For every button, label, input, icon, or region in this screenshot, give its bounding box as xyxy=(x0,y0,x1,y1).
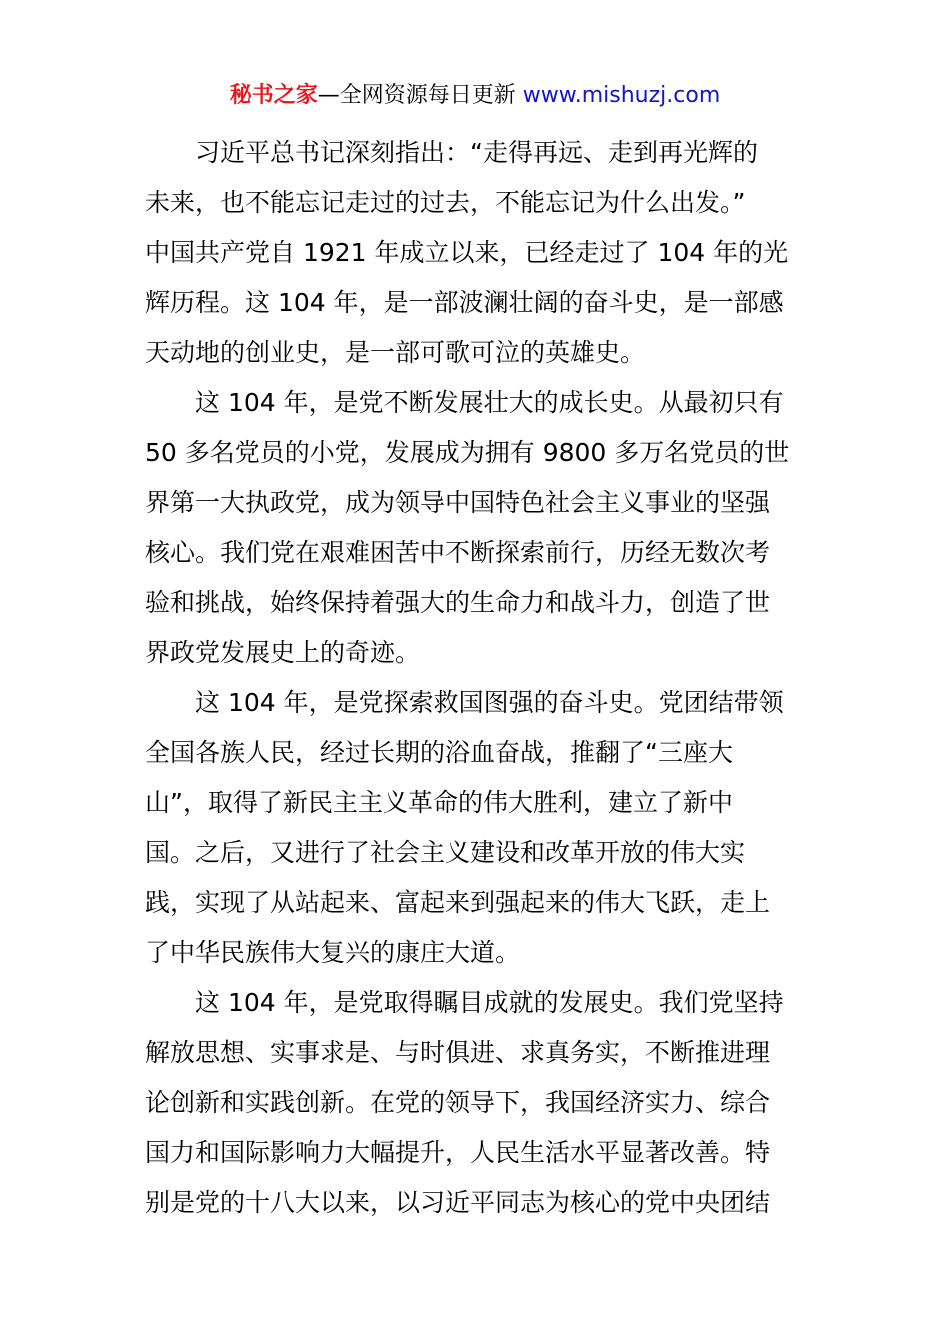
text-line: 国力和国际影响力大幅提升，人民生活水平显著改善。特 xyxy=(145,1138,771,1167)
text-line: 这 104 年，是党取得瞩目成就的发展史。我们党坚持 xyxy=(195,988,784,1017)
text-line: 界第一大执政党，成为领导中国特色社会主义事业的坚强 xyxy=(145,488,771,517)
text-line: 解放思想、实事求是、与时俱进、求真务实，不断推进理 xyxy=(145,1038,771,1067)
article-body xyxy=(145,128,813,1228)
text-line: 天动地的创业史，是一部可歌可泣的英雄史。 xyxy=(145,338,646,367)
text-line: 论创新和实践创新。在党的领导下，我国经济实力、综合 xyxy=(145,1088,771,1117)
text-line: 验和挑战，始终保持着强大的生命力和战斗力，创造了世 xyxy=(145,588,771,617)
text-line: 这 104 年，是党探索救国图强的奋斗史。党团结带领 xyxy=(195,688,784,717)
text-line: 核心。我们党在艰难困苦中不断探索前行，历经无数次考 xyxy=(145,538,771,567)
text-line: 中国共产党自 1921 年成立以来，已经走过了 104 年的光 xyxy=(145,238,789,267)
text-line: 50 多名党员的小党，发展成为拥有 9800 多万名党员的世 xyxy=(145,438,790,467)
text-line: 别是党的十八大以来，以习近平同志为核心的党中央团结 xyxy=(145,1188,771,1217)
brand-name: 秘书之家 xyxy=(229,83,318,108)
site-url-link[interactable]: www.mishuzj.com xyxy=(522,83,721,108)
text-line: 了中华民族伟大复兴的康庄大道。 xyxy=(145,938,521,967)
text-line: 未来，也不能忘记走过的过去，不能忘记为什么出发。” xyxy=(145,188,746,217)
text-line: 这 104 年，是党不断发展壮大的成长史。从最初只有 xyxy=(195,388,784,417)
text-line: 全国各族人民，经过长期的浴血奋战，推翻了“三座大 xyxy=(145,738,733,767)
header-tagline: —全网资源每日更新 xyxy=(317,83,516,108)
text-line: 习近平总书记深刻指出：“走得再远、走到再光辉的 xyxy=(195,138,758,167)
text-line: 界政党发展史上的奇迹。 xyxy=(145,638,421,667)
text-line: 山”，取得了新民主主义革命的伟大胜利，建立了新中 xyxy=(145,788,733,817)
site-header xyxy=(0,80,950,112)
text-line: 辉历程。这 104 年，是一部波澜壮阔的奋斗史，是一部感 xyxy=(145,288,784,317)
text-line: 国。之后，又进行了社会主义建设和改革开放的伟大实 xyxy=(145,838,746,867)
text-line: 践，实现了从站起来、富起来到强起来的伟大飞跃，走上 xyxy=(145,888,771,917)
